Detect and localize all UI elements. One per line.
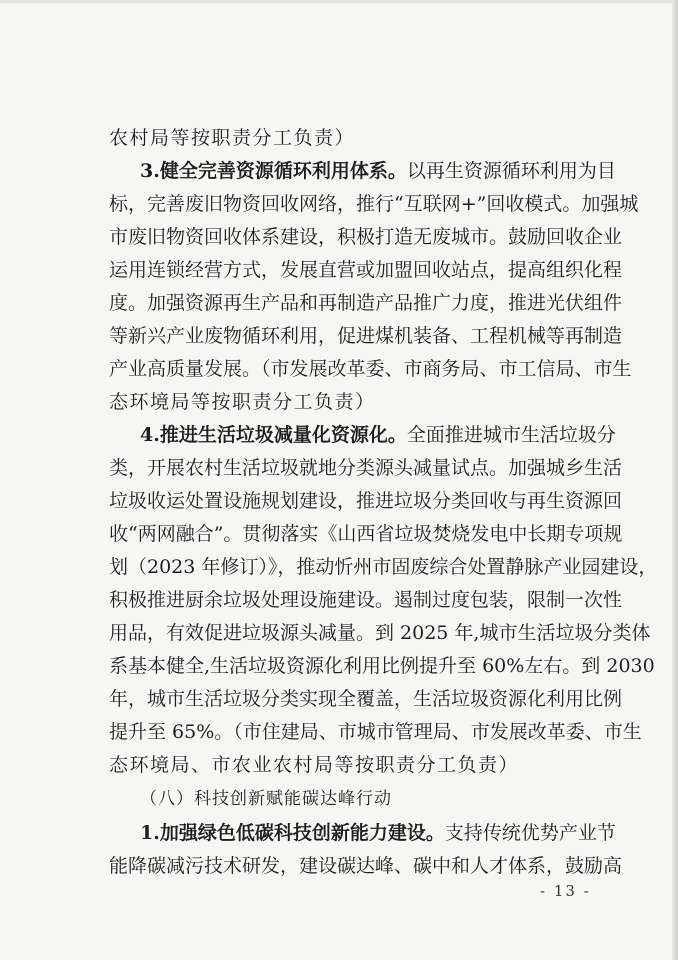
text-line: 年，城市生活垃圾分类实现全覆盖，生活垃圾资源化利用比例 (109, 688, 623, 710)
heading-1-title: 1.加强绿色低碳科技创新能力建设。 (140, 822, 445, 844)
page-top-edge (0, 0, 678, 3)
text-line: 产业高质量发展。（市发展改革委、市商务局、市工信局、市生 (109, 358, 632, 380)
text-line: 积极推进厨余垃圾处理设施建设。遏制过度包装，限制一次性 (109, 589, 623, 611)
text-segment: 以再生资源循环利用为目 (406, 160, 616, 182)
text-line: 用品，有效促进垃圾源头减量。到 2025 年,城市生活垃圾分类体 (109, 622, 651, 644)
page-number: - 13 - (540, 882, 591, 900)
text-line: 等新兴产业废物循环利用，促进煤机装备、工程机械等再制造 (109, 325, 623, 347)
text-line: 收“两网融合”。贯彻落实《山西省垃圾焚烧发电中长期专项规 (109, 523, 623, 545)
text-line: 标，完善废旧物资回收网络，推行“互联网+”回收模式。加强城 (109, 193, 639, 215)
text-line: 度。加强资源再生产品和再制造产品推广力度，推进光伏组件 (109, 292, 623, 314)
heading-line-4 (140, 424, 616, 446)
heading-line-3 (140, 160, 616, 182)
text-line: 能降碳减污技术研发，建设碳达峰、碳中和人才体系，鼓励高 (109, 855, 623, 877)
text-line: 市废旧物资回收体系建设，积极打造无废城市。鼓励回收企业 (109, 226, 623, 248)
text-line: 垃圾收运处置设施规划建设，推进垃圾分类回收与再生资源回 (109, 490, 623, 512)
text-line: 类，开展农村生活垃圾就地分类源头减量试点。加强城乡生活 (109, 457, 623, 479)
text-line: 农村局等按职责分工负责） (109, 127, 356, 149)
heading-4-title: 4.推进生活垃圾减量化资源化。 (140, 424, 407, 446)
text-segment: 支持传统优势产业节 (444, 822, 616, 844)
heading-3-title: 3.健全完善资源循环利用体系。 (140, 160, 407, 182)
page-right-edge (672, 0, 678, 960)
text-segment: 全面推进城市生活垃圾分 (406, 424, 616, 446)
heading-line-1 (140, 822, 616, 844)
section-heading-8: （八）科技创新赋能碳达峰行动 (140, 789, 392, 809)
text-line: 提升至 65%。（市住建局、市城市管理局、市发展改革委、市生 (109, 721, 642, 743)
text-line: 划（2023 年修订）》，推动忻州市固废综合处置静脉产业园建设， (109, 556, 658, 578)
text-line: 态环境局、市农业农村局等按职责分工负责） (109, 754, 520, 776)
text-line: 运用连锁经营方式，发展直营或加盟回收站点，提高组织化程 (109, 259, 623, 281)
text-line: 态环境局等按职责分工负责） (109, 391, 376, 413)
text-line: 系基本健全,生活垃圾资源化利用比例提升至 60%左右。到 2030 (109, 655, 655, 677)
